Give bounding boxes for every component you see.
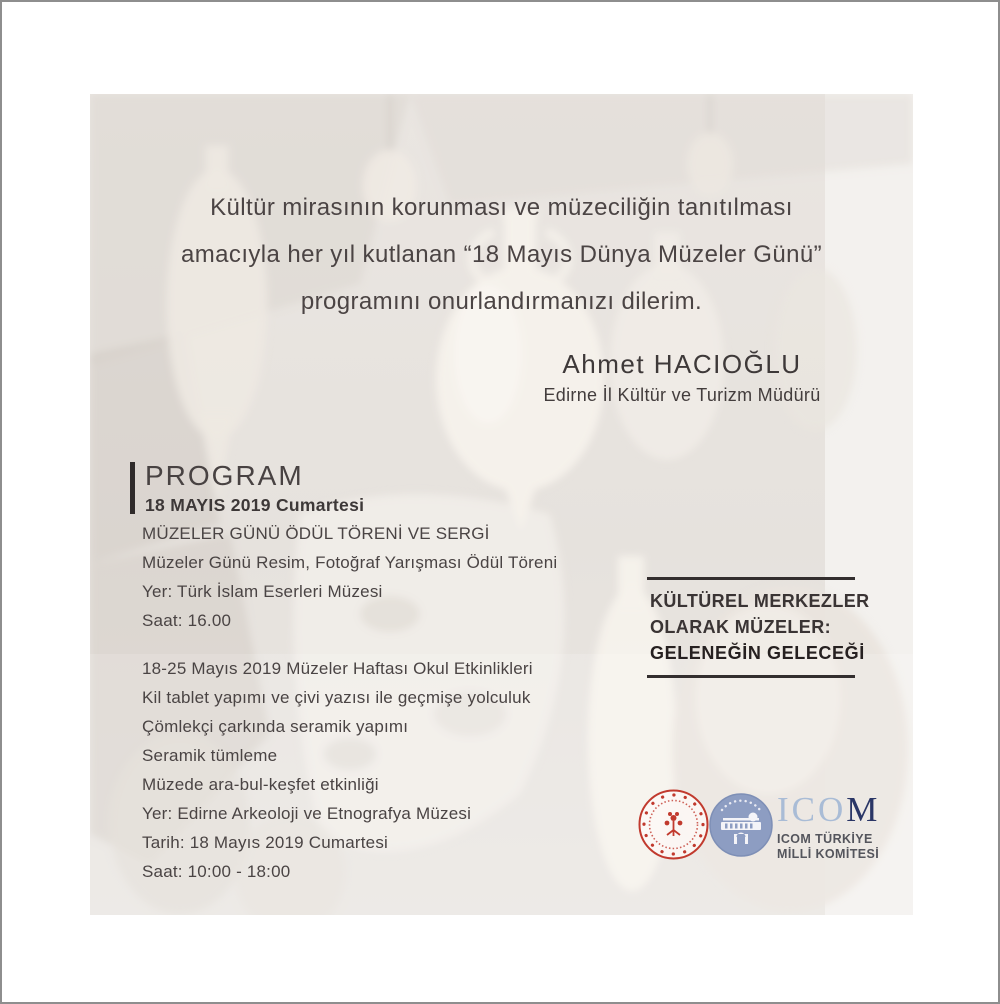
museum-building-icon [708,792,774,858]
event-title: 18-25 Mayıs 2019 Müzeler Haftası Okul Etkinlikleri [142,659,533,678]
invitation-paragraph [90,184,913,325]
theme-line: OLARAK MÜZELER: [650,617,831,637]
event-time: Saat: 10:00 - 18:00 [142,862,291,881]
theme-line: KÜLTÜREL MERKEZLER [650,591,870,611]
program-date: 18 MAYIS 2019 Cumartesi [145,495,365,515]
event-location: Yer: Türk İslam Eserleri Müzesi [142,582,383,601]
icom-subtitle-line1: ICOM TÜRKİYE [777,832,873,846]
program-accent-bar [130,462,135,514]
theme-box [647,577,870,678]
theme-line: GELENEĞİN GELECEĞİ [650,643,865,663]
icom-wordmark [777,791,907,829]
icom-wordmark-light: ICO [777,790,847,829]
event-school-activities [142,654,533,886]
signer-title: Edirne İl Kültür ve Turizm Müdürü [543,385,821,405]
event-date: Tarih: 18 Mayıs 2019 Cumartesi [142,833,388,852]
event-time: Saat: 16.00 [142,611,232,630]
event-detail: Müzeler Günü Resim, Fotoğraf Yarışması Ödül Töreni [142,553,558,572]
ministry-seal-icon [637,788,710,861]
event-detail: Seramik tümleme [142,746,278,765]
signature-block [462,349,902,406]
invitation-line: programını onurlandırmanızı dilerim. [300,288,703,315]
icom-subtitle-line2: MİLLİ KOMİTESİ [777,847,880,861]
event-location: Yer: Edirne Arkeoloji ve Etnografya Müzesi [142,804,472,823]
program-heading: PROGRAM [145,460,304,491]
icom-logo [777,791,907,862]
event-detail: Çömlekçi çarkında seramik yapımı [142,717,409,736]
event-title: MÜZELER GÜNÜ ÖDÜL TÖRENİ VE SERGİ [142,524,490,543]
invitation-line: Kültür mirasının korunması ve müzeciliğin tanıtılması [210,194,793,221]
signer-name: Ahmet HACIOĞLU [562,349,802,379]
icom-wordmark-dark: M [846,790,881,829]
event-detail: Kil tablet yapımı ve çivi yazısı ile geçmişe yolculuk [142,688,531,707]
event-award-ceremony [142,519,557,635]
invitation-line: amacıyla her yıl kutlanan “18 Mayıs Dünya Müzeler Günü” [181,241,822,268]
event-detail: Müzede ara-bul-keşfet etkinliği [142,775,379,794]
